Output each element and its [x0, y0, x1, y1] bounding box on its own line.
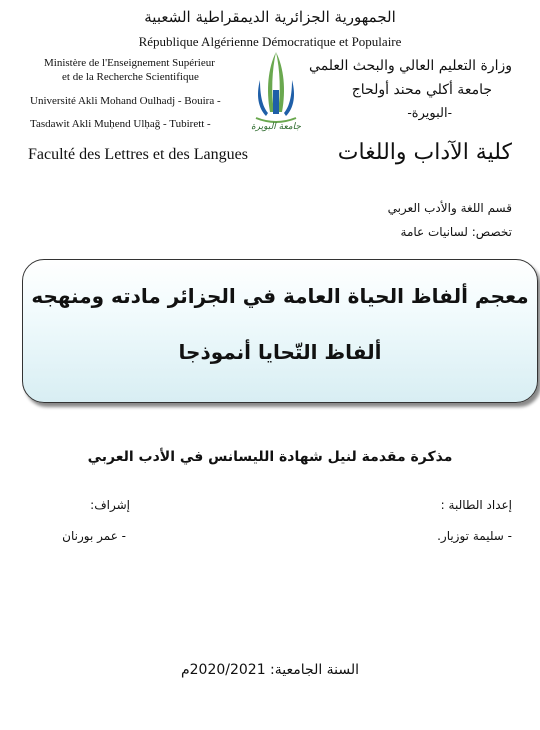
faculty-arabic: كلية الآداب واللغات — [337, 140, 512, 165]
student-label: إعداد الطالبة : — [440, 498, 512, 512]
ministry-arabic: وزارة التعليم العالي والبحث العلمي — [309, 58, 512, 74]
logo-caption: جامعة البويرة — [251, 122, 301, 132]
department-name: قسم اللغة والأدب العربي — [387, 201, 512, 215]
supervisor-label: إشراف: — [90, 498, 130, 512]
city-arabic: -البويرة- — [407, 106, 452, 121]
university-french: Université Akli Mohand Oulhadj - Bouira - — [30, 95, 221, 107]
student-name: - سليمة توزيار. — [437, 529, 512, 543]
ministry-french-line2: et de la Recherche Scientifique — [62, 71, 199, 83]
memo-statement: مذكرة مقدمة لنيل شهادة الليسانس في الأدب العربي — [87, 449, 453, 465]
thesis-title-line2: ألفاظ التّحايا أنموذجا — [178, 340, 382, 364]
ministry-french-line1: Ministère de l'Enseignement Supérieur — [44, 57, 215, 69]
university-logo — [246, 50, 306, 140]
university-tamazight: Tasdawit Akli Muḥend Ulḥağ - Tubirett - — [30, 118, 211, 130]
specialty: تخصص: لسانيات عامة — [400, 225, 512, 239]
republic-arabic: الجمهورية الجزائرية الديمقراطية الشعبية — [144, 8, 396, 26]
university-arabic: جامعة أكلي محند أولحاج — [351, 82, 492, 98]
academic-year: السنة الجامعية: 2020/2021م — [180, 662, 360, 678]
faculty-french: Faculté des Lettres et des Langues — [28, 146, 248, 163]
republic-french: République Algérienne Démocratique et Populaire — [138, 34, 402, 49]
title-box — [22, 259, 538, 403]
thesis-title-line1: معجم ألفاظ الحياة العامة في الجزائر مادته ومنهجه — [31, 284, 529, 308]
supervisor-name: - عمر بورنان — [62, 529, 126, 543]
